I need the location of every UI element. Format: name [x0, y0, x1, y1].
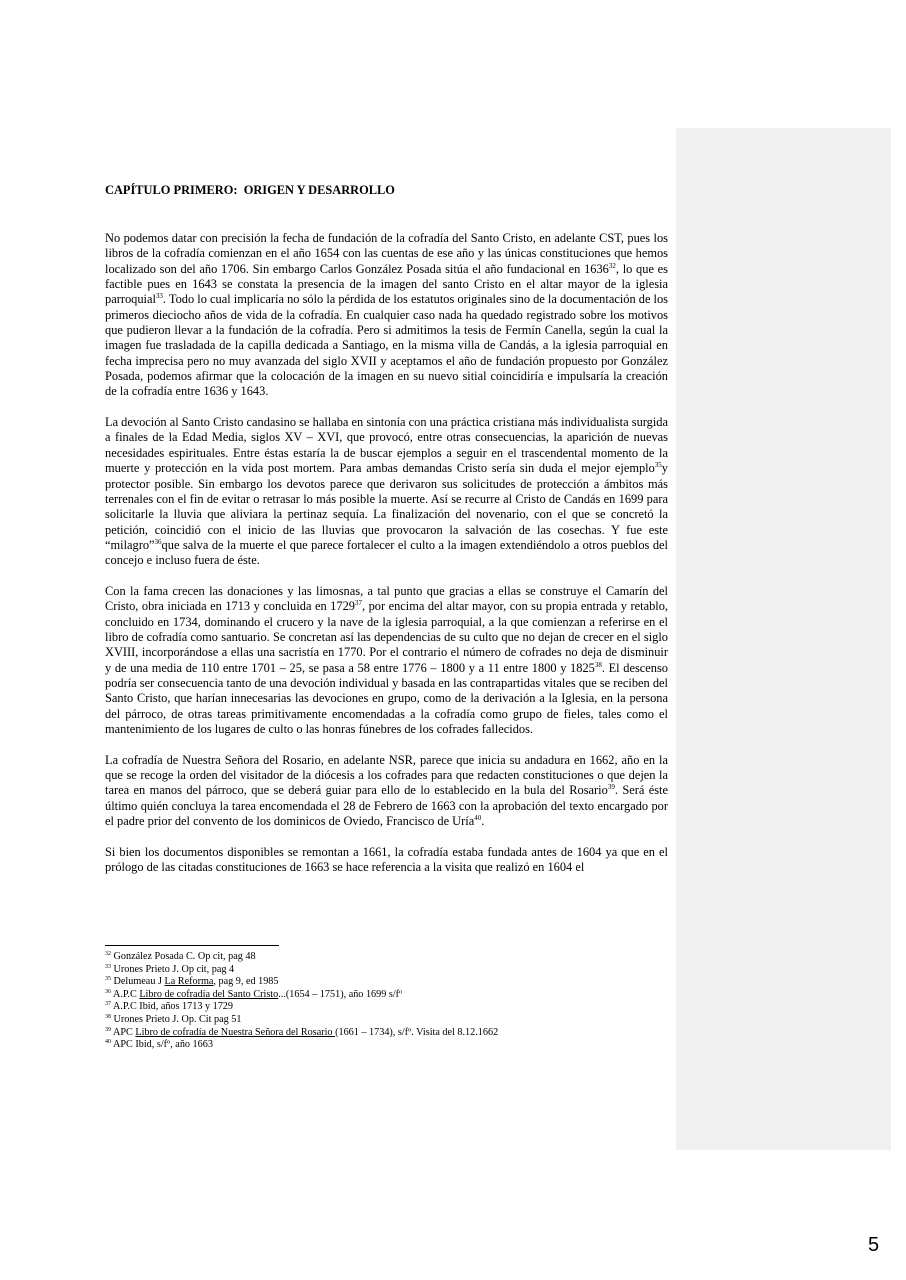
footnote-number: 36	[105, 988, 111, 995]
chapter-title: CAPÍTULO PRIMERO: ORIGEN Y DESARROLLO	[105, 183, 395, 197]
footnote-number: 39	[105, 1026, 111, 1033]
footnote-separator	[105, 945, 279, 946]
footnote-37	[105, 1001, 668, 1014]
footnote-ref[interactable]: 33	[155, 292, 163, 301]
paragraph-4	[105, 753, 668, 830]
footnote-book-title: La Reforma	[164, 976, 214, 988]
footnote-ref[interactable]: 32	[608, 261, 616, 270]
text-segment: Si bien los documentos disponibles se remontan a 1661, la cofradía estaba fundada antes de 1604 ya que en el prólogo de las citadas constituciones de 1663 se hace referencia a la visita que realizó en 1604 el	[105, 844, 668, 875]
footnote-text: , pag 9, ed 1985	[213, 976, 279, 988]
comment-margin-pane	[676, 128, 891, 1150]
footnote-ref[interactable]: 37	[354, 599, 362, 608]
footnote-ref[interactable]: 36	[154, 537, 162, 546]
footnote-text: APC Ibid, s/fº, año 1663	[112, 1039, 213, 1051]
footnote-32	[105, 951, 668, 964]
footnote-text: APC	[112, 1026, 136, 1038]
footnote-text: A.P.C	[112, 988, 140, 1000]
footnote-36	[105, 989, 668, 1002]
text-segment: La cofradía de Nuestra Señora del Rosario, en adelante NSR, parece que inicia su andadura en 1662, año en la que se recoge la orden del visitador de la diócesis a los cofrades para que redacten constituciones o que dejen la tarea en manos del párroco, que se deberá guiar para ello de lo establecido en la bula del Rosario	[105, 752, 668, 798]
text-segment: , lo que es factible pues en 1643 se constata la presencia de la imagen del santo Cristo en el altar mayor de la iglesia parroquial	[105, 261, 668, 307]
text-segment: que salva de la muerte el que parece fortalecer el culto a la imagen extendiéndolo a otros pueblos del concejo e incluso fuera de éste.	[105, 537, 668, 568]
footnote-number: 35	[105, 976, 111, 983]
footnote-ref[interactable]: 39	[607, 783, 615, 792]
footnote-text: (1661 – 1734), s/fº. Visita del 8.12.1662	[335, 1026, 499, 1038]
paragraph-5	[105, 845, 668, 876]
paragraph-3	[105, 584, 668, 737]
text-segment: . El descenso podría ser consecuencia tanto de una devoción individual y basada en las contrapartidas vitales que se reciben del Santo Cristo, que harían innecesarias las devociones en grupo, como de la derivación a la Iglesia, en la persona del párroco, de otras tareas primitivamente encomendadas a la cofradía como grupo de fieles, tales como el mantenimiento de los lugares de culto o las honras fúnebres de los cofrades fallecidos.	[105, 660, 668, 736]
footnote-number: 37	[105, 1001, 111, 1008]
text-segment: . Todo lo cual implicaría no sólo la pérdida de los estatutos originales sino de la documentación de los primeros dieciocho años de vida de la cofradía. En cualquier caso nada ha quedado registrado sobre los motivos que pudieron llevar a la fundación de la cofradía. Pero si admitimos la tesis de Fermín Canella, según la cual la imagen fue trasladada de la capilla dedicada a Santiago, en la misma villa de Candás, a la iglesia parroquial en fecha imprecisa pero no muy avanzada del siglo XVII y aceptamos el año de fundación propuesto por González Posada, podemos afirmar que la colocación de la imagen en su nuevo sitial coincidiría e impulsaría la creación de la cofradía entre 1636 y 1643.	[105, 292, 669, 399]
footnote-text: Urones Prieto J. Op cit, pag 4	[113, 963, 235, 975]
footnote-number: 33	[105, 963, 111, 970]
footnote-book-title: Libro de cofradía de Nuestra Señora del Rosario	[135, 1026, 336, 1038]
text-segment: , por encima del altar mayor, con su propia entrada y retablo, concluido en 1734, dominando el crucero y la nave de la iglesia parroquial, a la que comienzan a referirse en el libro de cofradía como santuario. Se concretan así las dependencias de su culto que no dejan de crecer en el siglo XVIII, incorporándose a ellas una sacristía en 1770. Por el contrario el número de cofrades no deja de disminuir y de una media de 110 entre 1701 – 25, se pasa a 58 entre 1776 – 1800 y a 11 entre 1800 y 1825	[105, 599, 668, 675]
footnote-39	[105, 1027, 668, 1040]
text-segment: La devoción al Santo Cristo candasino se hallaba en sintonía con una práctica cristiana más individualista surgida a finales de la Edad Media, siglos XV – XVI, que provocó, entre otras consecuencias, la aparición de nuevas necesidades espirituales. Entre éstas estaría la de buscar ejemplos a seguir en el trascendental momento de la muerte y protección en la vida post mortem. Para ambas demandas Cristo sería sin duda el mejor ejemplo	[105, 415, 668, 476]
footnotes	[105, 945, 668, 1052]
footnote-38	[105, 1014, 668, 1027]
paragraph-2	[105, 415, 668, 568]
footnote-book-title: Libro de cofradía del Santo Cristo	[139, 988, 279, 1000]
footnote-text: Delumeau J	[113, 976, 165, 988]
paragraph-1	[105, 231, 668, 400]
footnote-ref[interactable]: 35	[654, 461, 662, 470]
text-segment: .	[481, 814, 485, 829]
footnote-ref[interactable]: 38	[594, 660, 602, 669]
footnote-35	[105, 976, 668, 989]
text-segment: y protector posible. Sin embargo los devotos parece que derivaron sus solicitudes de protección a ámbitos más terrenales con el fin de evitar o retrasar lo más posible la muerte. Así se recurre al Cristo de Candás en 1699 para solicitarle la lluvia que aliviara la pertinaz sequía. La finalización del novenario, con el que se concretó la petición, coincidió con el inicio de las lluvias que provocaron la salvación de las cosechas. Y fue este “milagro”	[105, 461, 668, 552]
page-number: 5	[868, 1234, 880, 1256]
footnote-number: 38	[105, 1013, 111, 1020]
footnote-text: Urones Prieto J. Op. Cit pag 51	[113, 1013, 242, 1025]
text-segment: Con la fama crecen las donaciones y las limosnas, a tal punto que gracias a ellas se construye el Camarín del Cristo, obra iniciada en 1713 y concluida en 1729	[105, 583, 668, 614]
footnote-text: ...(1654 – 1751), año 1699 s/fº	[278, 988, 403, 1000]
footnote-text: González Posada C. Op cit, pag 48	[113, 951, 256, 962]
footnote-number: 32	[105, 951, 111, 957]
text-segment: No podemos datar con precisión la fecha de fundación de la cofradía del Santo Cristo, en adelante CST, pues los libros de la cofradía comienzan en el año 1654 con las cuentas de ese año y las únicas constituciones que hemos localizado son del año 1706. Sin embargo Carlos González Posada sitúa el año fundacional en 1636	[105, 231, 668, 276]
text-segment: . Será éste último quién concluya la tarea encomendada el 28 de Febrero de 1663 con la aprobación del texto encargado por el padre prior del convento de los dominicos de Oviedo, Francisco de Uría	[105, 783, 669, 829]
body-text	[105, 231, 668, 891]
footnote-text: A.P.C Ibid, años 1713 y 1729	[112, 1001, 233, 1013]
footnote-33	[105, 964, 668, 977]
footnote-number: 40	[105, 1039, 111, 1046]
footnote-ref[interactable]: 40	[474, 814, 482, 823]
footnote-40	[105, 1039, 668, 1052]
